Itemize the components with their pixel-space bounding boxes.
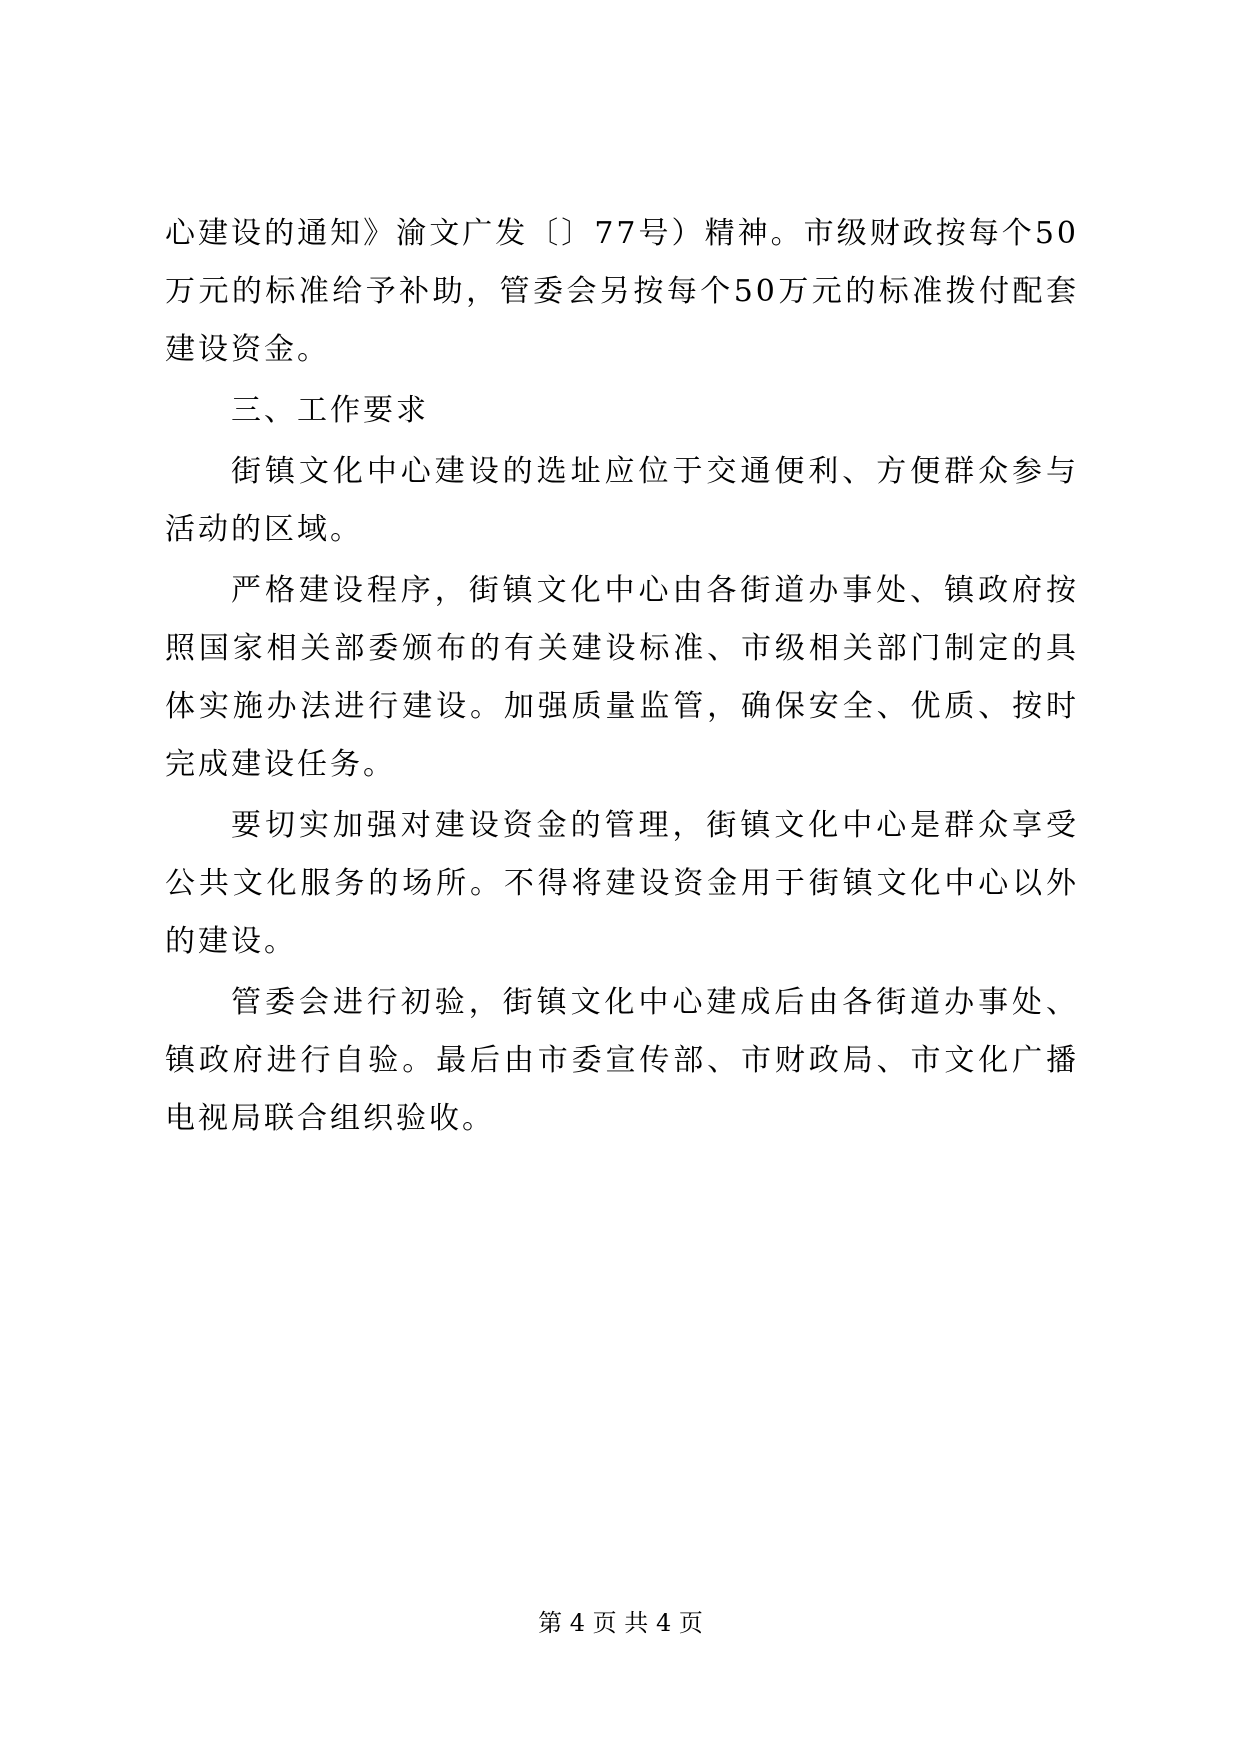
page-footer: 第 4 页 共 4 页 [538,1609,703,1637]
paragraph-3: 街镇文化中心建设的选址应位于交通便利、方便群众参与活动的区域。 [165,454,1079,547]
document-body [165,205,1079,1151]
paragraph-1: 心建设的通知》渝文广发〔〕77号）精神。市级财政按每个50万元的标准给予补助，管委会另按每个50万元的标准拨付配套建设资金。 [165,216,1079,367]
paragraph-5: 要切实加强对建设资金的管理，街镇文化中心是群众享受公共文化服务的场所。不得将建设资金用于街镇文化中心以外的建设。 [165,808,1079,959]
section-heading-work-requirements: 三、工作要求 [231,393,429,428]
paragraph-6: 管委会进行初验，街镇文化中心建成后由各街道办事处、镇政府进行自验。最后由市委宣传部、市财政局、市文化广播电视局联合组织验收。 [165,985,1079,1136]
paragraph-4: 严格建设程序，街镇文化中心由各街道办事处、镇政府按照国家相关部委颁布的有关建设标准、市级相关部门制定的具体实施办法进行建设。加强质量监管，确保安全、优质、按时完成建设任务。 [165,573,1079,782]
